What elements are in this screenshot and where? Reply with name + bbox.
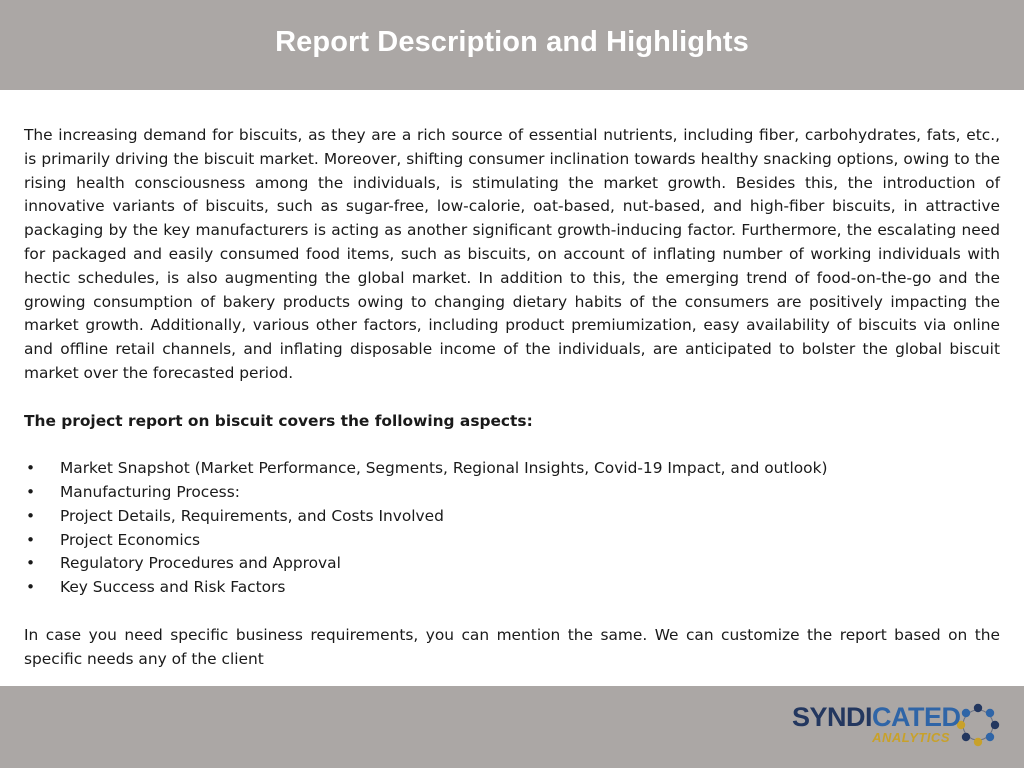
aspects-list [24, 457, 1000, 600]
page-title: Report Description and Highlights [275, 25, 749, 58]
spacer [24, 386, 1000, 410]
closing-paragraph: In case you need specific business requirements, you can mention the same. We can customize the report based on the specific needs any of the client [24, 625, 1000, 668]
network-ring-icon [956, 703, 1000, 747]
list-item [24, 481, 1000, 505]
list-item [24, 576, 1000, 600]
list-item [24, 552, 1000, 576]
bullet-icon: • [26, 506, 36, 525]
bullet-icon: • [26, 578, 36, 597]
spacer [24, 600, 1000, 624]
logo-main-text [792, 702, 961, 733]
company-logo [792, 702, 1000, 748]
list-item-text: Project Economics [60, 530, 201, 549]
aspects-heading: The project report on biscuit covers the following aspects: [24, 411, 533, 430]
list-item [24, 529, 1000, 553]
list-item-text: Regulatory Procedures and Approval [60, 554, 341, 573]
bullet-icon: • [26, 530, 36, 549]
list-item [24, 457, 1000, 481]
list-item [24, 505, 1000, 529]
report-content [24, 124, 1000, 671]
logo-main-part1: SYNDI [792, 702, 873, 732]
logo-wordmark [792, 702, 961, 748]
footer-bar [0, 686, 1024, 768]
list-item-text: Key Success and Risk Factors [60, 578, 286, 597]
bullet-icon: • [26, 459, 36, 478]
intro-paragraph: The increasing demand for biscuits, as they are a rich source of essential nutrients, including fiber, carbohydrates, fats, etc., is primarily driving the biscuit market. Moreover, shifting consumer inclination towards healthy snacking options, owing to the rising health consciousness among the individuals, is stimulating the market growth. Besides this, the introduction of innovative variants of biscuits, such as sugar-free, low-calorie, oat-based, nut-based, and high-fiber biscuits, in attractive packaging by the key manufacturers is acting as another significant growth-inducing factor. Furthermore, the escalating need for packaged and easily consumed food items, such as biscuits, on account of inflating number of working individuals with hectic schedules, is also augmenting the global market. In addition to this, the emerging trend of food-on-the-go and the growing consumption of bakery products owing to changing dietary habits of the consumers are positively impacting the market growth. Additionally, various other factors, including product premiumization, easy availability of biscuits via online and offline retail channels, and inflating disposable income of the individuals, are anticipated to bolster the global biscuit market over the forecasted period. [24, 126, 1000, 382]
logo-sub-text: ANALYTICS [872, 730, 950, 745]
list-item-text: Market Snapshot (Market Performance, Segments, Regional Insights, Covid-19 Impact, and outlook) [60, 459, 828, 478]
spacer [24, 433, 1000, 457]
list-item-text: Project Details, Requirements, and Costs Involved [60, 506, 444, 525]
bullet-icon: • [26, 482, 36, 501]
logo-main-part2: CATED [872, 702, 961, 732]
list-item-text: Manufacturing Process: [60, 482, 240, 501]
bullet-icon: • [26, 554, 36, 573]
header-bar [0, 0, 1024, 90]
